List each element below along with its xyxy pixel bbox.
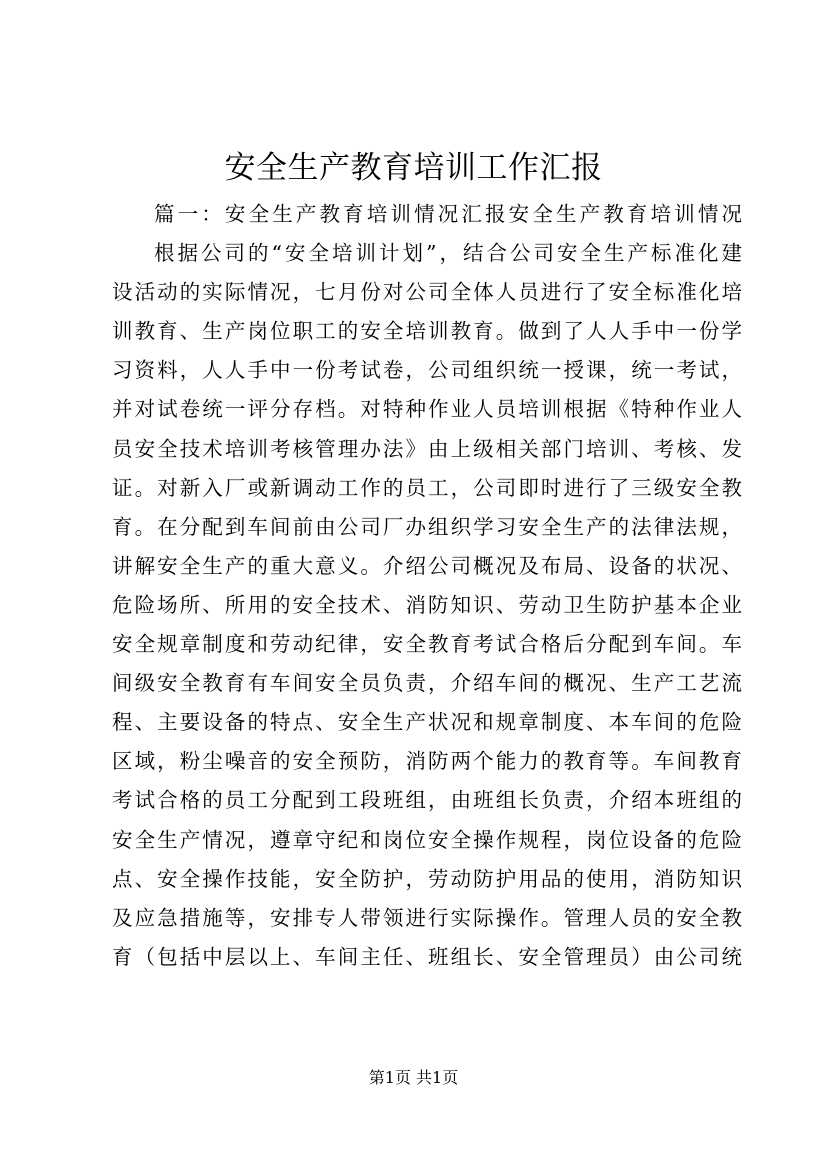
paragraph-line: 安全规章制度和劳动纪律，安全教育考试合格后分配到车间。车 — [112, 632, 742, 657]
document-body — [112, 195, 742, 977]
paragraph-line: 讲解安全生产的重大意义。介绍公司概况及布局、设备的状况、 — [112, 553, 742, 578]
document-title: 安全生产教育培训工作汇报 — [224, 150, 603, 186]
paragraph-line: 考试合格的员工分配到工段班组，由班组长负责，介绍本班组的 — [112, 788, 742, 813]
paragraph-line: 及应急措施等，安排专人带领进行实际操作。管理人员的安全教 — [112, 905, 742, 930]
paragraph-line: 证。对新入厂或新调动工作的员工，公司即时进行了三级安全教 — [112, 475, 742, 500]
paragraph-line: 根据公司的“安全培训计划”，结合公司安全生产标准化建 — [154, 241, 742, 266]
paragraph-line: 程、主要设备的特点、安全生产状况和规章制度、本车间的危险 — [112, 710, 742, 735]
paragraph-line: 间级安全教育有车间安全员负责，介绍车间的概况、生产工艺流 — [112, 671, 742, 696]
section-heading: 篇一：安全生产教育培训情况汇报安全生产教育培训情况 — [154, 202, 742, 226]
page-number-footer: 第1页 共1页 — [368, 1068, 459, 1087]
paragraph-line: 育（包括中层以上、车间主任、班组长、安全管理员）由公司统 — [112, 944, 742, 969]
paragraph-line: 并对试卷统一评分存档。对特种作业人员培训根据《特种作业人 — [112, 397, 742, 422]
paragraph-line: 点、安全操作技能，安全防护，劳动防护用品的使用，消防知识 — [112, 866, 742, 891]
paragraph-line: 区域，粉尘噪音的安全预防，消防两个能力的教育等。车间教育 — [112, 749, 742, 774]
paragraph-line: 习资料，人人手中一份考试卷，公司组织统一授课，统一考试， — [112, 358, 742, 383]
paragraph-line: 设活动的实际情况，七月份对公司全体人员进行了安全标准化培 — [112, 280, 742, 305]
paragraph-line: 训教育、生产岗位职工的安全培训教育。做到了人人手中一份学 — [112, 319, 742, 344]
paragraph-line: 育。在分配到车间前由公司厂办组织学习安全生产的法律法规， — [112, 514, 742, 539]
paragraph-line: 危险场所、所用的安全技术、消防知识、劳动卫生防护基本企业 — [112, 592, 742, 617]
paragraph-line: 员安全技术培训考核管理办法》由上级相关部门培训、考核、发 — [112, 436, 742, 461]
paragraph-line: 安全生产情况，遵章守纪和岗位安全操作规程，岗位设备的危险 — [112, 827, 742, 852]
